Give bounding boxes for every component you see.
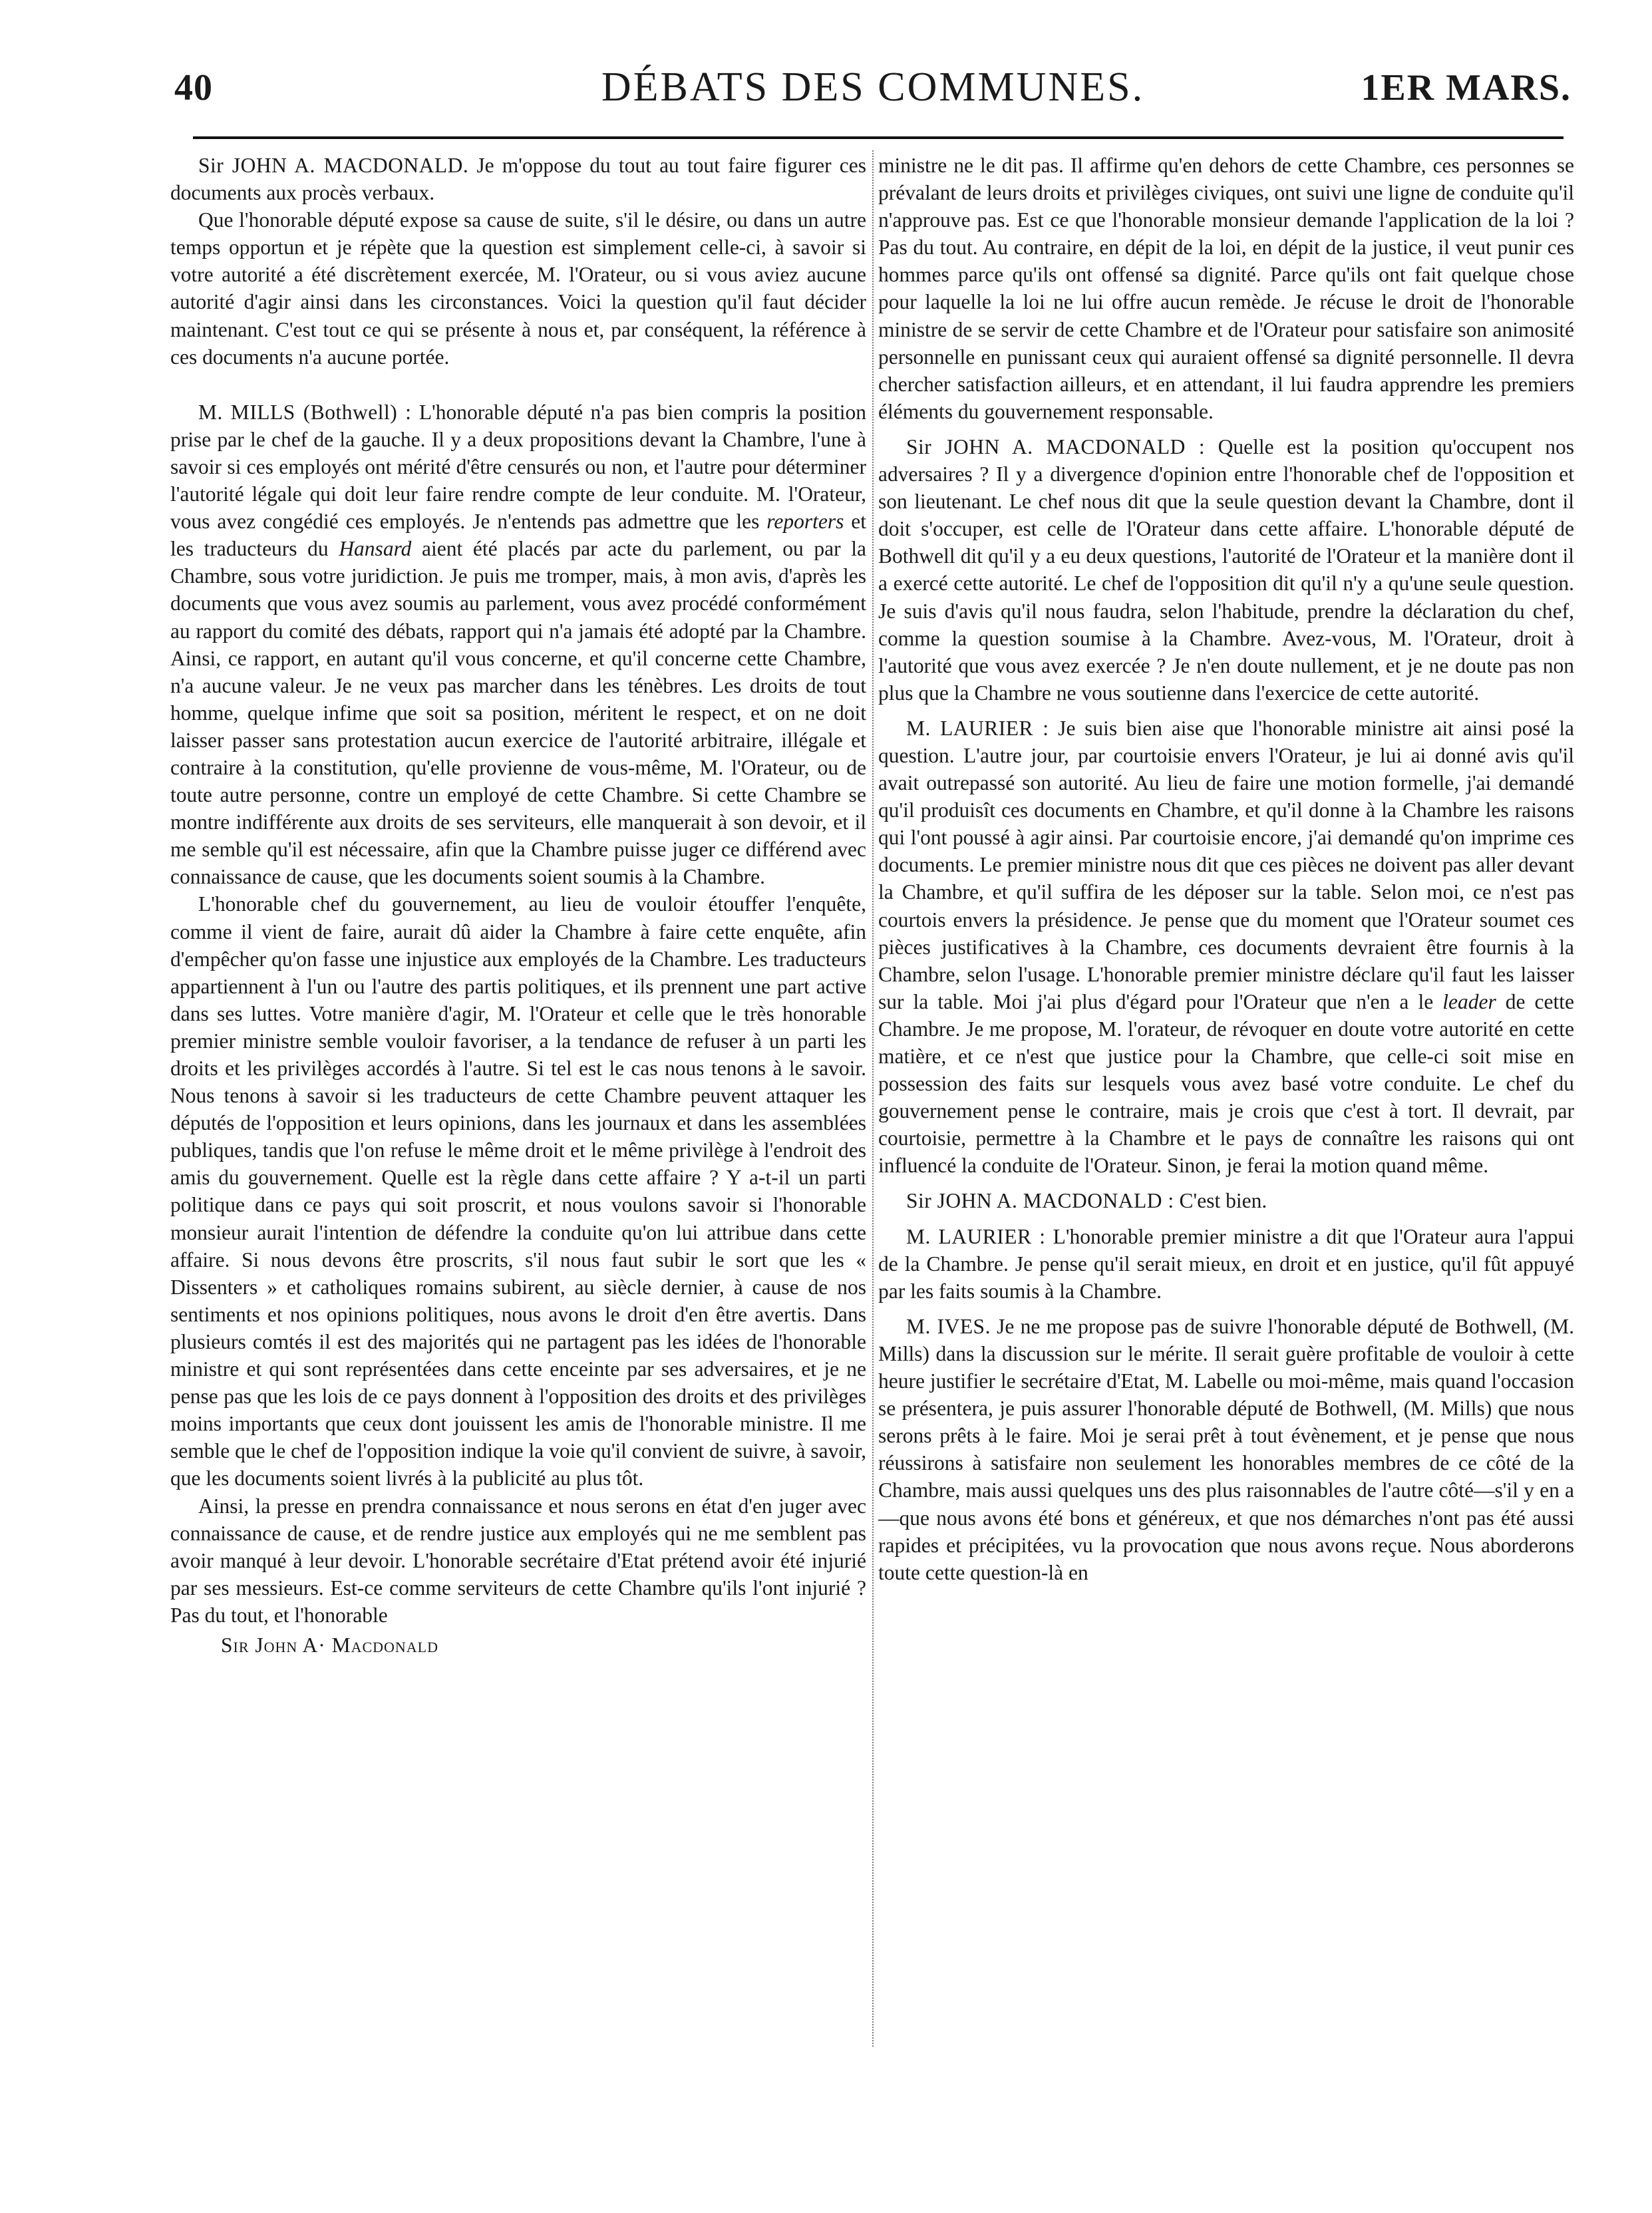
paragraph bbox=[878, 1223, 1574, 1305]
speaker-name: M. LAURIER : bbox=[906, 716, 1049, 740]
header-rule bbox=[193, 136, 1564, 139]
speaker-name: M. LAURIER : bbox=[906, 1224, 1046, 1248]
italic-term: Hansard bbox=[339, 537, 412, 561]
session-date: 1ER MARS. bbox=[1361, 67, 1571, 108]
speaker-name: Sir JOHN A. MACDONALD. bbox=[198, 154, 469, 177]
speaker-name: M. IVES. bbox=[906, 1314, 991, 1338]
speaker-name: Sir JOHN A. MACDONALD : bbox=[906, 434, 1206, 458]
paragraph bbox=[878, 715, 1574, 1180]
speech-text: Je ne me propose pas de suivre l'honorable député de Bothwell, (M. Mills) dans la discussion sur le mérite. Il serait guère profitable de vouloir à cette heure justifier le secrétaire d'Etat, M. Labelle ou moi-même, mais quand l'occasion se présentera, je puis assurer l'honorable député de Bothwell, (M. Mills) que nous serons prêts à le faire. Moi je serai prêt à tout évènement, et je pense que nous réussirons à satisfaire non seulement les honorables membres de ce côté de la Chambre, mais aussi quelques uns des plus raisonnables de l'autre côté—s'il y en a—que nous avons été bons et généreux, et que nos démarches n'ont pas été aussi rapides et précipitées, vu la provocation que nous avons reçue. Nous aborderons toute cette question-là en bbox=[878, 1314, 1574, 1584]
speech-text: L'honorable député n'a pas bien compris la position prise par le chef de la gauche. Il y a deux propositions devant la Chambre, l'une à savoir si ces employés ont mérité d'être censurés ou non, et l'autre pour déterminer l'autorité légale qui doit leur faire rendre compte de leur conduite. M. l'Orateur, vous avez congédié ces employés. Je n'entends pas admettre que les bbox=[170, 400, 866, 534]
paragraph: Que l'honorable député expose sa cause de suite, s'il le désire, ou dans un autre temps opportun et je répète que la question est simplement celle-ci, à savoir si votre autorité a été discrètement exercée, M. l'Orateur, ou si vous aviez aucune autorité d'agir ainsi dans les circonstances. Voici la question qu'il faut décider maintenant. C'est tout ce qui se présente à nous et, par conséquent, la référence à ces documents n'a aucune portée. bbox=[170, 208, 866, 369]
italic-term: leader bbox=[1442, 989, 1496, 1013]
paragraph bbox=[878, 1313, 1574, 1586]
speech-text: L'honorable premier ministre a dit que l'Orateur aura l'appui de la Chambre. Je pense qu'il serait mieux, en droit et en justice, qu'il fût appuyé par les faits soumis à la Chambre. bbox=[878, 1224, 1575, 1303]
left-column bbox=[170, 152, 866, 1659]
speech-text: Quelle est la position qu'occupent nos adversaires ? Il y a divergence d'opinion entre l'honorable chef de l'opposition et son lieutenant. Le chef nous dit que la seule question devant la Chambre, dont il doit s'occuper, est celle de l'Orateur dans cette affaire. L'honorable député de Bothwell dit qu'il y a eu deux questions, l'autorité de l'Orateur et la manière dont il a exercé cette autorité. Le chef de l'opposition dit qu'il n'y a qu'une seule question. Je suis d'avis qu'il nous faudra, selon l'habitude, prendre la déclaration du chef, comme la question soumise à la Chambre. Avez-vous, M. l'Orateur, droit à l'autorité que vous avez exercée ? Je n'en doute nullement, et je ne doute pas non plus que la Chambre ne vous soutienne dans l'exercice de cette autorité. bbox=[878, 434, 1574, 705]
paragraph bbox=[170, 399, 866, 891]
speaker-name: Sir JOHN A. MACDONALD : bbox=[906, 1189, 1174, 1213]
paragraph: Ainsi, la presse en prendra connaissance et nous serons en état d'en juger avec connaissance de cause, et de rendre justice aux employés qui ne me semblent pas avoir manqué à leur devoir. L'honorable secrétaire d'Etat prétend avoir été injurié par ses messieurs. Est-ce comme serviteurs de cette Chambre qu'ils l'ont injurié ? Pas du tout, et l'honorable bbox=[170, 1494, 866, 1627]
italic-term: reporters bbox=[766, 510, 844, 534]
speech-text: Je m'oppose du tout au tout faire figurer ces documents aux procès verbaux. bbox=[170, 154, 866, 205]
page-signature: Sir John A· Macdonald bbox=[221, 1633, 439, 1657]
speech-text: de cette Chambre. Je me propose, M. l'orateur, de révoquer en doute votre autorité en cette matière, et ce n'est que justice pour la Chambre, que celle-ci soit mise en possession des faits sur lesquels vous avez basé votre conduite. Le chef du gouvernement pense le contraire, mais je crois que c'est à tort. Il devrait, par courtoisie, permettre à la Chambre et le pays de connaître les raisons qui ont influencé la conduite de l'Orateur. Sinon, je ferai la motion quand même. bbox=[878, 989, 1574, 1178]
speaker-name: M. MILLS (Bothwell) : bbox=[198, 400, 412, 424]
right-column bbox=[878, 152, 1574, 1586]
speech-text: C'est bien. bbox=[1174, 1189, 1267, 1213]
paragraph bbox=[170, 152, 866, 206]
paragraph: L'honorable chef du gouvernement, au lieu de vouloir étouffer l'enquête, comme il vient de faire, aurait dû aider la Chambre à faire cette enquête, afin d'empêcher qu'on fasse une injustice aux employés de la Chambre. Les traducteurs appartiennent à l'un ou l'autre des partis politiques, et ils prennent une part active dans ses luttes. Votre manière d'agir, M. l'Orateur et celle que le très honorable premier ministre semble vouloir favoriser, a la tendance de refuser à un parti les droits et les privilèges accordés à l'autre. Si tel est le cas nous tenons à le savoir. Nous tenons à savoir si les traducteurs de cette Chambre peuvent attaquer les députés de l'opposition et leurs opinions, dans les journaux et dans les assemblées publiques, tandis que l'on refuse le même droit et le même privilège à l'endroit des amis du gouvernement. Quelle est la règle dans cette affaire ? Y a-t-il un parti politique dans ce pays qui soit proscrit, et nous voulons savoir si l'honorable monsieur aurait l'intention de défendre la conduite qu'on lui attribue dans cette affaire. Si nous devons être proscrits, s'il nous faut subir le sort que les « Dissenters » et catholiques romains subirent, au siècle dernier, à cause de nos sentiments et nos opinions politiques, nous avons le droit d'en être avertis. Dans plusieurs comtés il est des majorités qui ne partagent pas les idées de l'honorable ministre et qui sont représentées dans cette enceinte par ses adversaires, et je ne pense pas que les lois de ce pays donnent à l'opposition des droits et des privilèges moins importants que ceux dont jouissent les amis de l'honorable ministre. Il me semble que le chef de l'opposition indique la voie qu'il convient de suivre, à savoir, que les documents soient livrés à la publicité au plus tôt. bbox=[170, 892, 866, 1490]
page-number: 40 bbox=[174, 67, 213, 108]
paragraph bbox=[878, 433, 1574, 707]
speech-text: aient été placés par acte du parlement, ou par la Chambre, sous votre juridiction. Je puis me tromper, mais, à mon avis, d'après les documents que vous avez soumis au parlement, vous avez procédé conformément au rapport du comité des débats, rapport qui n'a jamais été adopté par la Chambre. Ainsi, ce rapport, en autant qu'il vous concerne, et qu'il concerne cette Chambre, n'a aucune valeur. Je ne veux pas marcher dans les ténèbres. Les droits de tout homme, quelque infime que soit sa position, méritent le respect, et on ne doit laisser passer sans protestation aucun exercice de l'autorité arbitraire, illégale et contraire à la constitution, qu'elle provienne de vous-même, M. l'Orateur, ou de toute autre personne, contre un employé de cette Chambre. Si cette Chambre se montre indifférente aux droits de ses serviteurs, elle manquerait à son devoir, et il me semble qu'il est nécessaire, afin que la Chambre puisse juger ce différend avec connaissance de cause, que les documents soient soumis à la Chambre. bbox=[170, 537, 866, 889]
speech-text: Je suis bien aise que l'honorable ministre ait ainsi posé la question. L'autre jour, par courtoisie envers l'Orateur, je lui ai donné avis qu'il avait outrepassé son autorité. Au lieu de faire une motion formelle, j'ai demandé qu'il produisît ces documents en Chambre, et qu'il donne à la Chambre les raisons qui l'ont poussé à agir ainsi. Par courtoisie encore, j'ai demandé qu'on imprime ces documents. Le premier ministre nous dit que ces pièces ne doivent pas aller devant la Chambre, et qu'il suffira de les déposer sur la table. Selon moi, ce n'est pas courtois envers la présidence. Je pense que du moment que l'Orateur soumet ces pièces justificatives à la Chambre, ces documents devraient être fournis à la Chambre, selon l'usage. L'honorable premier ministre déclare qu'il faut les laisser sur la table. Moi j'ai plus d'égard pour l'Orateur que n'en a le bbox=[878, 716, 1575, 1013]
journal-title: DÉBATS DES COMMUNES. bbox=[601, 65, 1145, 110]
column-divider bbox=[872, 150, 874, 2047]
paragraph: ministre ne le dit pas. Il affirme qu'en dehors de cette Chambre, ces personnes se prévalant de leurs droits et privilèges civiques, ont suivi une ligne de conduite qu'il n'approuve pas. Est ce que l'honorable monsieur demande l'application de la loi ? Pas du tout. Au contraire, en dépit de la loi, en dépit de la justice, il veut punir ces hommes parce qu'ils ont offensé sa dignité. Parce qu'ils ont fait quelque chose pour laquelle la loi ne lui offre aucun remède. Je récuse le droit de l'honorable ministre de se servir de cette Chambre et de l'Orateur pour satisfaire son animosité personnelle en punissant ceux qui auraient offensé sa dignité personnelle. Il devra chercher satisfaction ailleurs, et en attendant, il lui faudra apprendre les premiers éléments du gouvernement responsable. bbox=[878, 154, 1574, 423]
paragraph bbox=[878, 1187, 1574, 1214]
page-header bbox=[174, 64, 1571, 117]
speech-text: et les traducteurs du bbox=[170, 510, 867, 561]
